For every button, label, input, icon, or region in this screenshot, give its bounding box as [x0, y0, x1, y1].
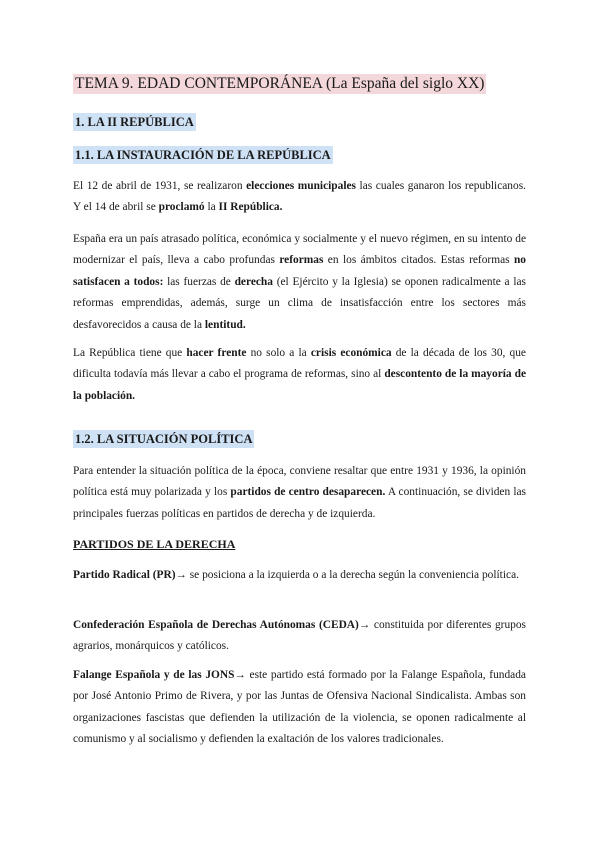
subheading-partidos-derecha: PARTIDOS DE LA DERECHA [73, 537, 236, 551]
paragraph-partido-radical: Partido Radical (PR)→ se posiciona a la izquierda o a la derecha según la conveniencia política. [73, 569, 519, 581]
paragraph-crisis: La República tiene que hacer frente no solo a la crisis económica de la década de los 30, que dificulta todavía más llevar a cabo el programa de reformas, sino al descontento de la mayoría de la población. [73, 347, 526, 402]
paragraph-polarizacion: Para entender la situación política de la época, conviene resaltar que entre 1931 y 1936, la opinión política está muy polarizada y los partidos de centro desaparecen. A continuación, se dividen las principales fuerzas políticas en partidos de derecha y de izquierda. [73, 465, 526, 520]
heading-situacion-politica: 1.2. LA SITUACIÓN POLÍTICA [75, 432, 253, 446]
paragraph-falange: Falange Española y de las JONS→ este partido está formado por la Falange Española, fundada por José Antonio Primo de Rivera, y por las Juntas de Ofensiva Nacional Sindicalista. Ambas son organizaciones fascistas que defienden la utilización de la violencia, se oponen radicalmente al comunismo y al socialismo y defienden la exaltación de los valores tradicionales. [73, 669, 526, 746]
paragraph-reformas: España era un país atrasado política, económica y socialmente y el nuevo régimen, en su intento de modernizar el país, lleva a cabo profundas reformas en los ámbitos citados. Estas reformas no satisfacen a todos: las fuerzas de derecha (el Ejército y la Iglesia) se oponen radicalmente a las reformas emprendidas, además, surge un clima de insatisfacción entre los sectores más desfavorecidos a causa de la lentitud. [73, 233, 526, 331]
heading-instauracion: 1.1. LA INSTAURACIÓN DE LA REPÚBLICA [75, 148, 331, 162]
document-title: TEMA 9. EDAD CONTEMPORÁNEA (La España del siglo XX) [75, 75, 485, 92]
paragraph-ceda: Confederación Española de Derechas Autónomas (CEDA)→ constituida por diferentes grupos agrarios, monárquicos y católicos. [73, 619, 526, 653]
paragraph-elecciones: El 12 de abril de 1931, se realizaron elecciones municipales las cuales ganaron los republicanos. Y el 14 de abril se proclamó la II República. [73, 180, 526, 214]
heading-ii-republica: 1. LA II REPÚBLICA [75, 115, 194, 129]
